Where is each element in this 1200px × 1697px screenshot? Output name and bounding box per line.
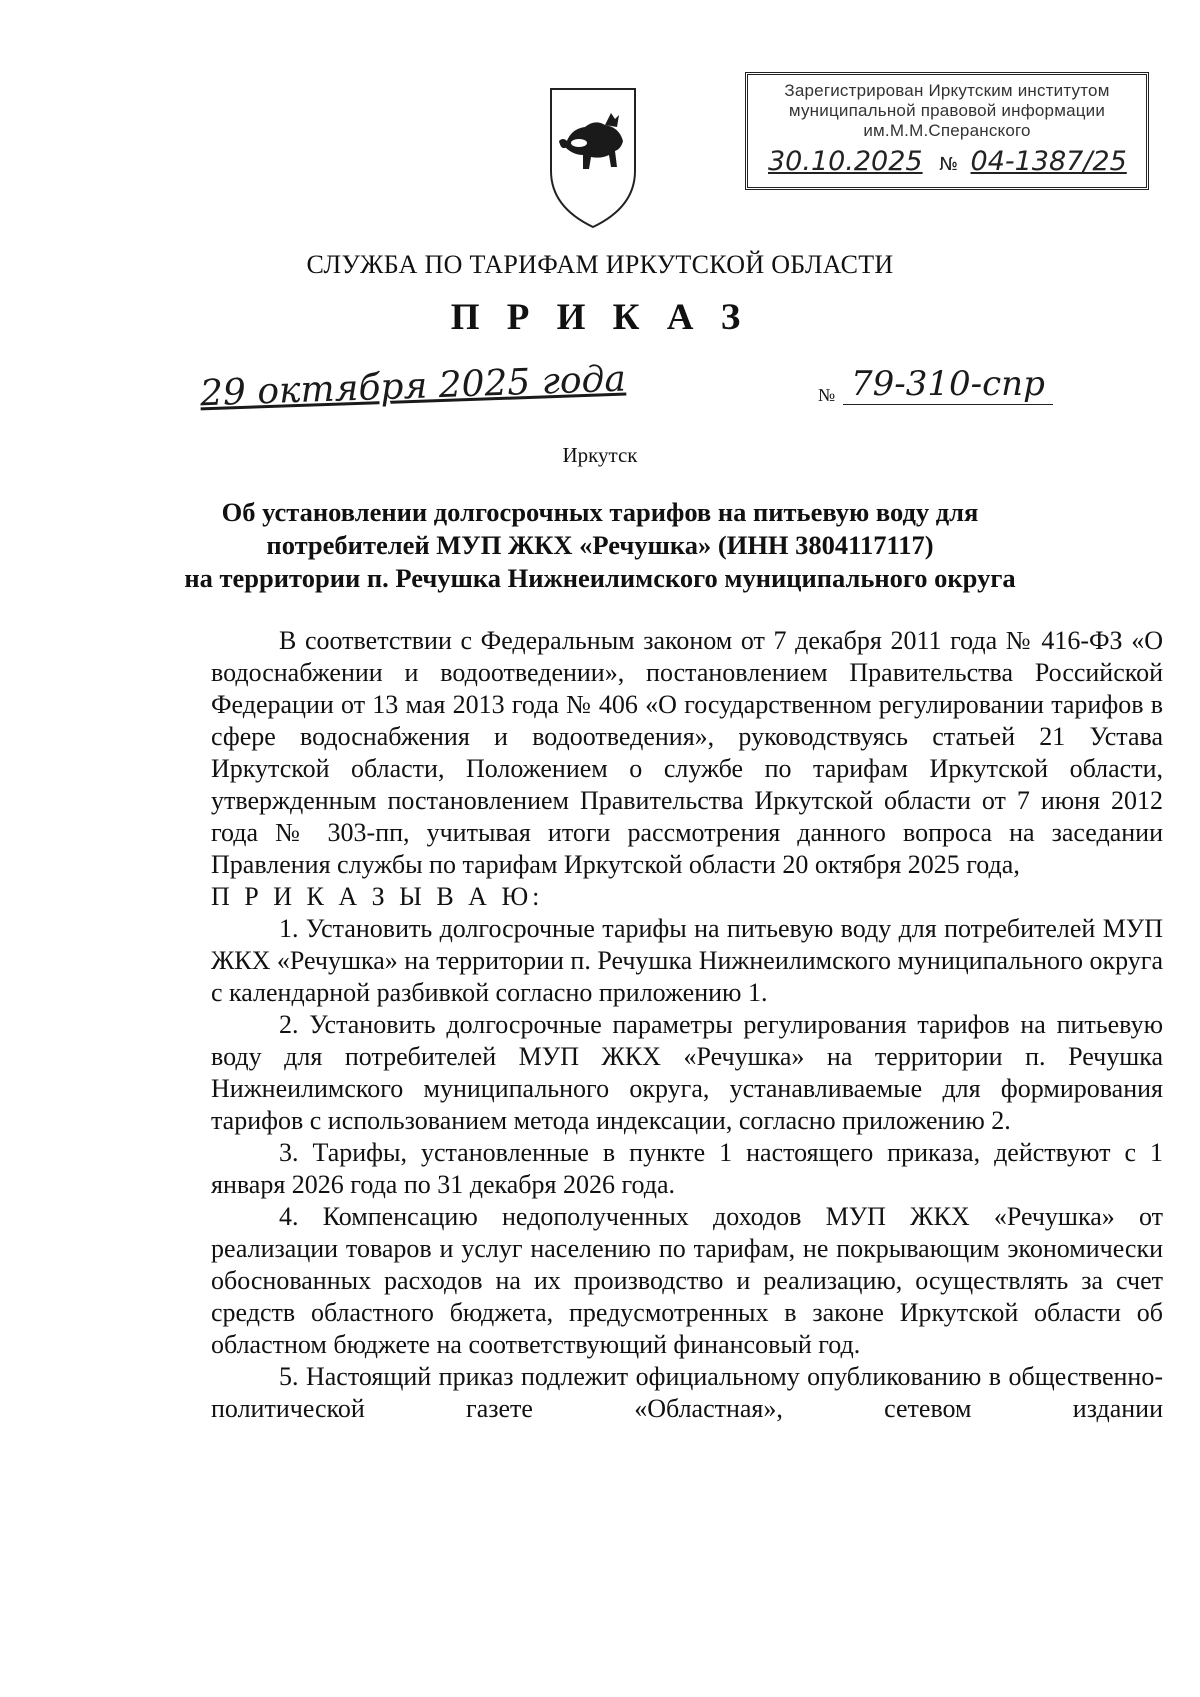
stamp-line-2: муниципальной правовой информации — [788, 101, 1106, 120]
item-5: 5. Настоящий приказ подлежит официальному опубликованию в общественно-политической газете «Областная», сетевом издании — [211, 1362, 1163, 1423]
agency-name: СЛУЖБА ПО ТАРИФАМ ИРКУТСКОЙ ОБЛАСТИ — [306, 250, 894, 279]
order-body — [211, 625, 1163, 1425]
item-2: 2. Установить долгосрочные параметры регулирования тарифов на питьевую воду для потребителей МУП ЖКХ «Речушка» на территории п. Речушка Нижнеилимского муниципального округа, устанавливаемые для формирования тарифов с использованием метода индексации, согласно приложению 2. — [211, 1010, 1163, 1135]
irkutsk-coat-of-arms-icon — [545, 85, 641, 231]
preamble-paragraph: В соответствии с Федеральным законом от 7 декабря 2011 года № 416-ФЗ «О водоснабжении и водоотведении», постановлением Правительства Российской Федерации от 13 мая 2013 года № 406 «О государственном регулировании тарифов в сфере водоснабжения и водоотведения», руководствуясь статьей 21 Устава Иркутской области, Положением о службе по тарифам Иркутской области, утвержденным постановлением Правительства Иркутской области от 7 июня 2012 года № 303-пп, учитывая итоги рассмотрения данного вопроса на заседании Правления службы по тарифам Иркутской области 20 октября 2025 года, — [211, 626, 1163, 879]
heading-line-3: на территории п. Речушка Нижнеилимского муниципального округа — [184, 563, 1016, 593]
stamp-line-3: им.М.М.Сперанского — [863, 121, 1031, 140]
registration-stamp — [745, 72, 1149, 190]
item-3: 3. Тарифы, установленные в пункте 1 настоящего приказа, действуют с 1 января 2026 года по 31 декабря 2026 года. — [211, 1138, 1163, 1199]
heading-line-2: потребителей МУП ЖКХ «Речушка» (ИНН 3804117117) — [266, 530, 934, 560]
stamp-number: 04-1387/25 — [970, 146, 1127, 177]
stamp-registration — [756, 147, 1138, 180]
order-number-label: № — [818, 385, 836, 405]
item-1: 1. Установить долгосрочные тарифы на питьевую воду для потребителей МУП ЖКХ «Речушка» на территории п. Речушка Нижнеилимского муниципального округа с календарной разбивкой согласно приложению 1. — [211, 914, 1163, 1007]
document-title: П Р И К А З — [450, 297, 750, 338]
city: Иркутск — [562, 443, 638, 467]
item-4: 4. Компенсацию недополученных доходов МУП ЖКХ «Речушка» от реализации товаров и услуг населению по тарифам, не покрывающим экономически обоснованных расходов на их производство и реализацию, осуществлять за счет средств областного бюджета, предусмотренных в законе Иркутской области об областном бюджете на соответствующий финансовый год. — [211, 1202, 1163, 1359]
stamp-no-label: № — [939, 154, 958, 175]
handwritten-date: 29 октября 2025 года — [199, 358, 627, 415]
stamp-line-1: Зарегистрирован Иркутским институтом — [784, 81, 1110, 100]
order-word: П Р И К А З Ы В А Ю: — [211, 882, 544, 911]
heading-line-1: Об установлении долгосрочных тарифов на питьевую воду для — [221, 497, 979, 527]
order-heading — [0, 496, 1200, 595]
stamp-date: 30.10.2025 — [768, 146, 923, 177]
handwritten-order-number: 79-310-спр — [843, 364, 1053, 405]
